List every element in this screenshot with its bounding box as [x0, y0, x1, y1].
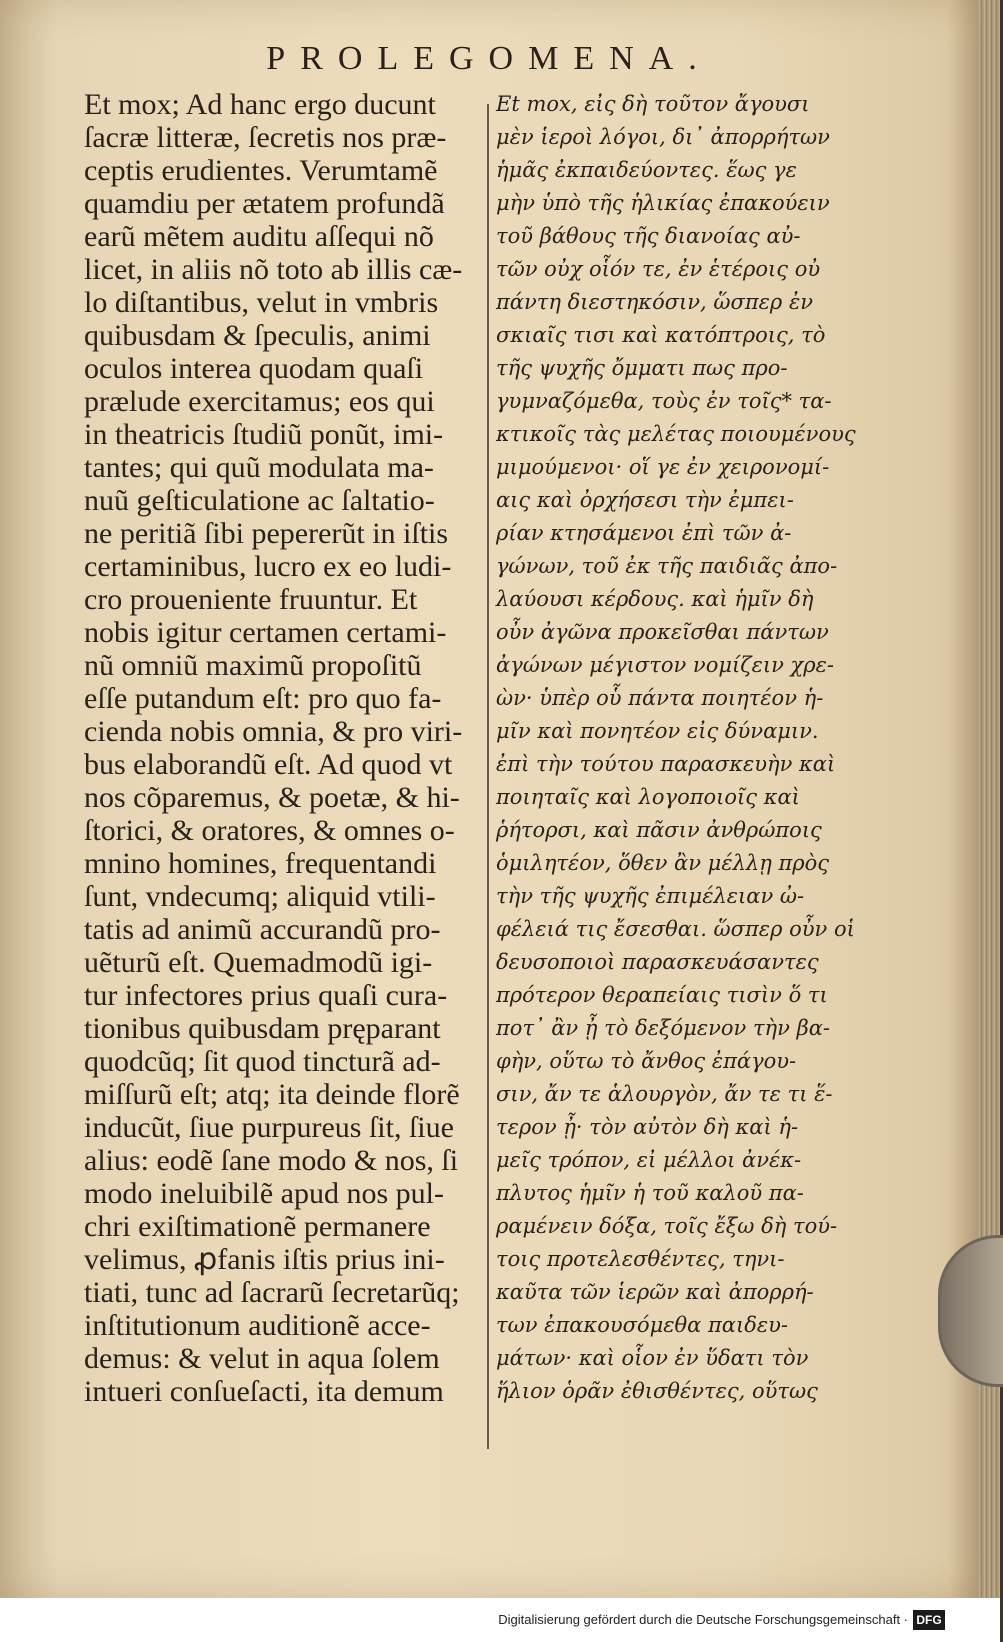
- latin-text-line: alius: eodẽ ſane modo & nos, ſi: [84, 1144, 459, 1177]
- latin-text-line: eſſe putandum eſt: pro quo fa-: [84, 682, 442, 715]
- greek-text-line: μάτων· καὶ οἷον ἐν ὕδατι τὸν: [496, 1346, 809, 1370]
- greek-text-line: ἡμᾶς ἐκπαιδεύοντες. ἕως γε: [496, 158, 797, 182]
- latin-text-line: cro proueniente fruuntur. Et: [84, 583, 418, 616]
- latin-text-line: ſacræ litteræ, ſecretis nos præ-: [84, 121, 447, 154]
- greek-text-line: πρότερον θεραπείαις τισὶν ὅ τι: [496, 983, 828, 1007]
- latin-text-line: nuũ geſticulatione ac ſaltatio-: [84, 484, 435, 517]
- greek-text-line: σιν, ἄν τε ἁλουργὸν, ἄν τε τι ἕ-: [496, 1082, 833, 1106]
- greek-text-column: [496, 88, 856, 1408]
- latin-text-line: ceptis erudientes. Verumtamẽ: [84, 154, 438, 187]
- latin-text-line: miſſurũ eſt; atq; ita deinde florẽ: [84, 1078, 460, 1111]
- latin-text-line: inſtitutionum auditionẽ acce-: [84, 1309, 431, 1342]
- greek-text-line: τοῦ βάθους τῆς διανοίας αὐ-: [496, 224, 801, 248]
- latin-text-line: tiati, tunc ad ſacrarũ ſecretarũq;: [84, 1276, 460, 1309]
- greek-text-line: μὲν ἱεροὶ λόγοι, δι᾽ ἀπορρήτων: [496, 125, 830, 149]
- greek-text-line: τερον ᾖ· τὸν αὐτὸν δὴ καὶ ἡ-: [496, 1115, 799, 1139]
- footer-credit: Digitalisierung gefördert durch die Deutsche Forschungsgemeinschaft ·: [498, 1612, 908, 1627]
- latin-text-line: earũ mẽtem auditu aſſequi nõ: [84, 220, 434, 253]
- latin-text-line: quodcũq; ſit quod tincturã ad-: [84, 1045, 441, 1078]
- greek-text-line: αις καὶ ὀρχήσεσι τὴν ἐμπει-: [496, 488, 794, 512]
- latin-text-line: nobis igitur certamen certami-: [84, 616, 447, 649]
- page-title: PROLEGOMENA.: [266, 40, 712, 77]
- latin-text-line: demus: & velut in aqua ſolem: [84, 1342, 440, 1375]
- latin-text-line: nũ omniũ maximũ propoſitũ: [84, 649, 422, 682]
- greek-text-line: Et mox, εἰς δὴ τοῦτον ἄγουσι: [496, 92, 810, 116]
- latin-text-line: licet, in aliis nõ toto ab illis cæ-: [84, 253, 463, 286]
- greek-text-line: ποιηταῖς καὶ λογοποιοῖς καὶ: [496, 785, 800, 809]
- column-divider: [487, 104, 489, 1449]
- greek-text-line: φέλειά τις ἔσεσθαι. ὥσπερ οὖν οἱ: [496, 917, 855, 941]
- greek-text-line: ποτ᾽ ἂν ᾖ τὸ δεξόμενον τὴν βα-: [496, 1016, 831, 1040]
- latin-text-line: velimus, ꝓfanis iſtis prius ini-: [84, 1243, 445, 1276]
- greek-text-line: οὖν ἀγῶνα προκεῖσθαι πάντων: [496, 620, 829, 644]
- greek-text-line: φὴν, οὕτω τὸ ἄνθος ἐπάγου-: [496, 1049, 797, 1073]
- latin-text-line: Et mox; Ad hanc ergo ducunt: [84, 88, 436, 121]
- latin-text-line: certaminibus, lucro ex eo ludi-: [84, 550, 452, 583]
- latin-text-line: lo diſtantibus, velut in vmbris: [84, 286, 439, 319]
- latin-text-line: prælude exercitamus; eos qui: [84, 385, 435, 418]
- greek-text-line: γυμναζόμεθα, τοὺς ἐν τοῖς* τα-: [496, 389, 832, 413]
- latin-text-line: in theatricis ſtudiũ ponũt, imi-: [84, 418, 444, 451]
- latin-text-line: quamdiu per ætatem profundã: [84, 187, 445, 220]
- greek-text-line: τὴν τῆς ψυχῆς ἐπιμέλειαν ὠ-: [496, 884, 805, 908]
- greek-text-line: ὼν· ὑπὲρ οὗ πάντα ποιητέον ἡ-: [496, 686, 824, 710]
- greek-text-line: δευσοποιοὶ παρασκευάσαντες: [496, 950, 819, 974]
- greek-text-line: μῖν καὶ πονητέον εἰς δύναμιν.: [496, 719, 819, 743]
- greek-text-line: ἀγώνων μέγιστον νομίζειν χρε-: [496, 653, 834, 677]
- greek-text-line: γώνων, τοῦ ἐκ τῆς παιδιᾶς ἀπο-: [496, 554, 838, 578]
- greek-text-line: των ἐπακουσόμεθα παιδευ-: [496, 1313, 789, 1337]
- greek-text-line: μιμούμενοι· οἵ γε ἐν χειρονομί-: [496, 455, 830, 479]
- greek-text-line: τοις προτελεσθέντες, τηνι-: [496, 1247, 785, 1271]
- latin-text-line: intueri conſueſacti, ita demum: [84, 1375, 444, 1408]
- latin-text-line: quibusdam & ſpeculis, animi: [84, 319, 431, 352]
- greek-text-line: πάντη διεστηκόσιν, ὥσπερ ἐν: [496, 290, 813, 314]
- latin-text-line: tur infectores prius quaſi cura-: [84, 979, 448, 1012]
- greek-text-line: ραμένειν δόξα, τοῖς ἔξω δὴ τού-: [496, 1214, 838, 1238]
- latin-text-line: nos cõparemus, & poetæ, & hi-: [84, 781, 460, 814]
- latin-text-line: mnino homines, frequentandi: [84, 847, 437, 880]
- latin-text-line: chri exiſtimationẽ permanere: [84, 1210, 431, 1243]
- latin-text-line: tantes; qui quũ modulata ma-: [84, 451, 434, 484]
- latin-text-line: cienda nobis omnia, & pro viri-: [84, 715, 463, 748]
- greek-text-line: τῶν οὐχ οἷόν τε, ἐν ἑτέροις οὐ: [496, 257, 821, 281]
- latin-text-line: ne peritiã ſibi pepererũt in iſtis: [84, 517, 449, 550]
- greek-text-line: πλυτος ἡμῖν ἡ τοῦ καλοῦ πα-: [496, 1181, 804, 1205]
- greek-text-line: μὴν ὑπὸ τῆς ἡλικίας ἐπακούειν: [496, 191, 830, 215]
- greek-text-line: σκιαῖς τισι καὶ κατόπτροις, τὸ: [496, 323, 826, 347]
- latin-text-column: [84, 88, 480, 1408]
- greek-text-line: μεῖς τρόπον, εἰ μέλλοι ἀνέκ-: [496, 1148, 802, 1172]
- greek-text-line: λαύουσι κέρδους. καὶ ἡμῖν δὴ: [496, 587, 814, 611]
- dfg-logo: DFG: [913, 1610, 945, 1630]
- latin-text-line: bus elaborandũ eſt. Ad quod vt: [84, 748, 453, 781]
- latin-text-line: uẽturũ eſt. Quemadmodũ igi-: [84, 946, 433, 979]
- latin-text-line: ſtorici, & oratores, & omnes o-: [84, 814, 455, 847]
- greek-text-line: τῆς ψυχῆς ὄμματι πως προ-: [496, 356, 788, 380]
- latin-text-line: oculos interea quodam quaſi: [84, 352, 424, 385]
- greek-text-line: καῦτα τῶν ἱερῶν καὶ ἀπορρή-: [496, 1280, 814, 1304]
- greek-text-line: ρίαν κτησάμενοι ἐπὶ τῶν ἀ-: [496, 521, 792, 545]
- latin-text-line: inducũt, ſiue purpureus ſit, ſiue: [84, 1111, 454, 1144]
- greek-text-line: ἥλιον ὁρᾶν ἐθισθέντες, οὕτως: [496, 1379, 818, 1403]
- greek-text-line: ἐπὶ τὴν τούτου παρασκευὴν καὶ: [496, 752, 836, 776]
- greek-text-line: κτικοῖς τὰς μελέτας ποιουμένους: [496, 422, 856, 446]
- latin-text-line: tatis ad animũ accurandũ pro-: [84, 913, 441, 946]
- latin-text-line: ſunt, vndecumq; aliquid vtili-: [84, 880, 436, 913]
- latin-text-line: tionibus quibusdam pręparant: [84, 1012, 441, 1045]
- greek-text-line: ὁμιλητέον, ὅθεν ἂν μέλλῃ πρὸς: [496, 851, 830, 875]
- latin-text-line: modo ineluibilẽ apud nos pul-: [84, 1177, 444, 1210]
- greek-text-line: ῥήτορσι, καὶ πᾶσιν ἀνθρώποις: [496, 818, 822, 842]
